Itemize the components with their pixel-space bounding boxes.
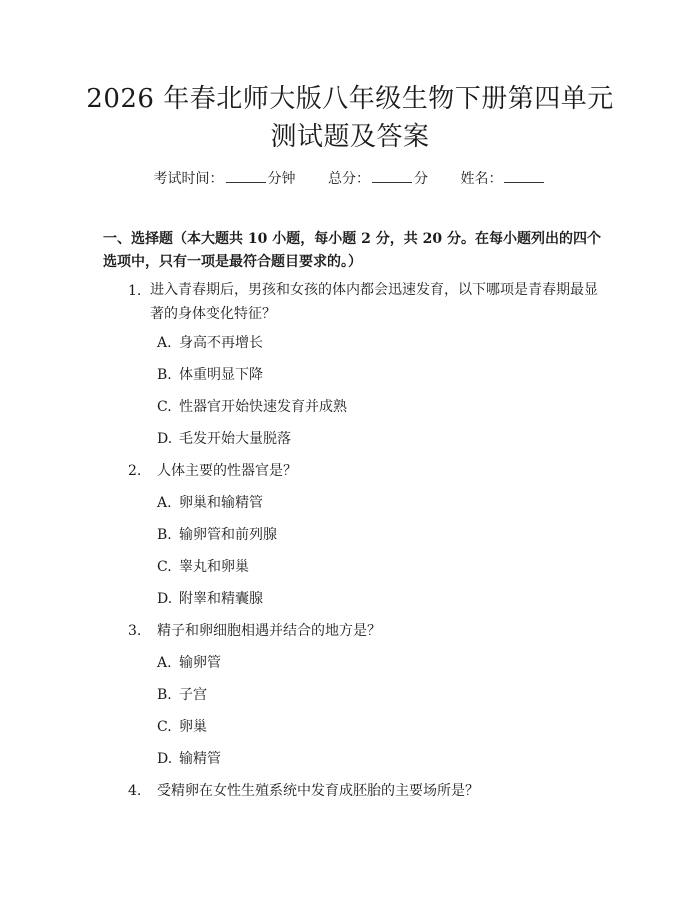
exam-time-blank	[226, 168, 266, 183]
option-letter: B.	[157, 527, 172, 543]
total-score-label: 总分：	[328, 171, 370, 187]
option-item	[157, 717, 207, 737]
option-item	[157, 525, 277, 545]
page-title	[60, 80, 640, 156]
option-text: 卵巢和输精管	[179, 495, 263, 511]
option-text: 身高不再增长	[179, 335, 263, 351]
option-letter: C.	[157, 719, 172, 735]
option-letter: D.	[157, 431, 173, 447]
option-letter: D.	[157, 591, 173, 607]
option-text: 睾丸和卵巢	[179, 559, 249, 575]
question-text: 受精卵在女性生殖系统中发育成胚胎的主要场所是？	[157, 783, 479, 799]
exam-time-field	[154, 168, 296, 189]
question-number: 3.	[128, 623, 142, 639]
option-item	[157, 397, 347, 417]
question-text: 进入青春期后，男孩和女孩的体内都会迅速发育，以下哪项是青春期最显著的身体变化特征？	[150, 282, 598, 322]
option-text: 性器官开始快速发育并成熟	[179, 399, 347, 415]
option-item	[157, 493, 263, 513]
question-number: 4.	[128, 783, 142, 799]
option-letter: D.	[157, 751, 173, 767]
option-letter: C.	[157, 559, 172, 575]
option-text: 附睾和精囊腺	[179, 591, 263, 607]
total-score-field	[328, 168, 428, 189]
option-item	[157, 749, 221, 769]
question-number: 1.	[128, 283, 142, 299]
option-item	[157, 685, 207, 705]
section-heading: 一、选择题（本大题共 10 小题，每小题 2 分，共 20 分。在每小题列出的四个选项中，只有一项是最符合题目要求的。）	[103, 231, 601, 270]
option-text: 子宫	[179, 687, 207, 703]
option-text: 卵巢	[179, 719, 207, 735]
option-item	[157, 653, 221, 673]
exam-time-unit: 分钟	[267, 171, 296, 187]
exam-info-line	[0, 168, 700, 189]
name-label: 姓名：	[460, 171, 503, 187]
option-letter: A.	[157, 495, 172, 511]
option-item	[157, 365, 263, 385]
question-text: 精子和卵细胞相遇并结合的地方是？	[157, 623, 381, 639]
question-text: 人体主要的性器官是？	[157, 463, 297, 479]
title-line-2: 测试题及答案	[270, 122, 430, 152]
total-score-unit: 分	[414, 171, 428, 187]
option-item	[157, 589, 263, 609]
option-text: 输卵管	[179, 655, 221, 671]
option-letter: B.	[157, 687, 172, 703]
option-item	[157, 429, 291, 449]
total-score-blank	[372, 168, 412, 183]
title-line-1: 2026 年春北师大版八年级生物下册第四单元	[86, 84, 614, 114]
name-field	[460, 168, 546, 189]
option-letter: A.	[157, 335, 172, 351]
option-letter: C.	[157, 399, 172, 415]
option-letter: B.	[157, 367, 172, 383]
option-text: 输卵管和前列腺	[179, 527, 277, 543]
option-letter: A.	[157, 655, 172, 671]
option-item	[157, 557, 249, 577]
exam-time-label: 考试时间：	[153, 171, 224, 187]
name-blank	[504, 168, 544, 183]
option-text: 毛发开始大量脱落	[179, 431, 291, 447]
option-text: 体重明显下降	[179, 367, 263, 383]
option-text: 输精管	[179, 751, 221, 767]
option-item	[157, 333, 263, 353]
question-number: 2.	[128, 463, 142, 479]
